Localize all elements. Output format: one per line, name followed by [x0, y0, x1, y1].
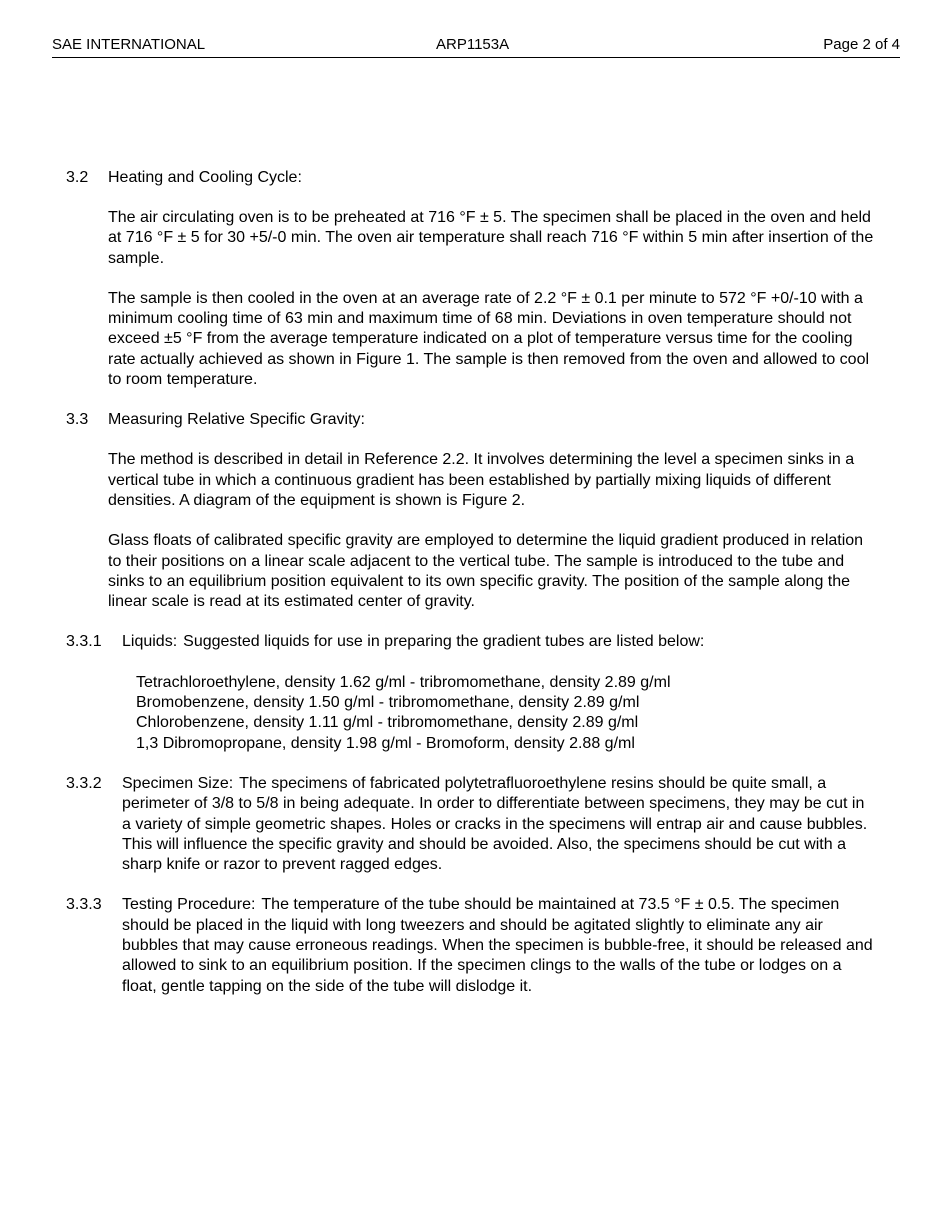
document-body: [66, 168, 876, 1017]
list-item: 1,3 Dibromopropane, density 1.98 g/ml - Bromoform, density 2.88 g/ml: [136, 734, 635, 752]
header-page-number: Page 2 of 4: [823, 36, 900, 53]
section-3-3-1-text: [122, 632, 874, 652]
section-3-2-paragraph-1: The air circulating oven is to be preheated at 716 °F ± 5. The specimen shall be placed in the oven and held at 716 °F ± 5 for 30 +5/-0 min. The oven air temperature shall reach 716 °F within 5 min after insertion of the sample.: [108, 209, 874, 267]
list-item: Chlorobenzene, density 1.11 g/ml - tribromomethane, density 2.89 g/ml: [136, 714, 639, 732]
section-3-2-heading: [66, 168, 876, 188]
section-text: Suggested liquids for use in preparing the gradient tubes are listed below:: [183, 633, 705, 651]
section-number: 3.3: [66, 411, 89, 429]
list-item: Bromobenzene, density 1.50 g/ml - tribromomethane, density 2.89 g/ml: [136, 694, 640, 712]
section-label: Specimen Size:: [122, 774, 234, 792]
section-title: Heating and Cooling Cycle:: [108, 169, 302, 186]
header-organization: SAE INTERNATIONAL: [52, 36, 206, 53]
section-title: Measuring Relative Specific Gravity:: [108, 411, 365, 429]
header-document-id: ARP1153A: [436, 36, 510, 53]
section-text: The specimens of fabricated polytetrafluoroethylene resins should be quite small, a perimeter of 3/8 to 5/8 in being adequate. In order to differentiate between specimens, they may be cut in a variety of simple geometric shapes. Holes or cracks in the specimens will entrap air and cause bubbles. This will influence the specific gravity and should be avoided. Also, the specimens should be cut with a sharp knife or razor to prevent ragged edges.: [122, 774, 868, 874]
section-number: 3.3.1: [66, 633, 102, 651]
section-3-3-3: [66, 895, 876, 996]
section-text: The temperature of the tube should be maintained at 73.5 °F ± 0.5. The specimen should be placed in the liquid with long tweezers and should be agitated slightly to eliminate any air bubbles that may cause erroneous readings. When the specimen is bubble-free, it should be released and allowed to sink to an equilibrium position. If the specimen clings to the walls of the tube or lodges on a float, gentle tapping on the side of the tube will dislodge it.: [122, 896, 873, 995]
section-label: Liquids:: [122, 633, 178, 651]
section-3-3-2: [66, 774, 876, 875]
section-3-3-1: [66, 632, 876, 652]
list-item: Tetrachloroethylene, density 1.62 g/ml - tribromomethane, density 2.89 g/ml: [136, 673, 671, 691]
section-number: 3.3.2: [66, 774, 102, 792]
section-3-3-3-text: [122, 895, 874, 996]
section-3-3-paragraph-2: Glass floats of calibrated specific gravity are employed to determine the liquid gradient produced in relation to their positions on a linear scale adjacent to the vertical tube. The sample is introduced to the tube and sinks to an equilibrium position equivalent to its own specific gravity. The position of the sample along the linear scale is read at its estimated center of gravity.: [108, 532, 864, 611]
section-number: 3.3.3: [66, 896, 102, 914]
section-3-3-heading: [66, 410, 876, 430]
section-3-3-paragraph-1: The method is described in detail in Reference 2.2. It involves determining the level a specimen sinks in a vertical tube in which a continuous gradient has been established by partially mixing liquids of different densities. A diagram of the equipment is shown is Figure 2.: [108, 451, 855, 509]
page-header: [52, 35, 900, 58]
section-number: 3.2: [66, 169, 89, 186]
section-3-2-paragraph-2: The sample is then cooled in the oven at an average rate of 2.2 °F ± 0.1 per minute to 572 °F +0/-10 with a minimum cooling time of 63 min and maximum time of 68 min. Deviations in oven temperature should not exceed ±5 °F from the average temperature indicated on a plot of temperature versus time for the cooling rate actually achieved as shown in Figure 1. The sample is then removed from the oven and allowed to cool to room temperature.: [108, 289, 870, 389]
section-3-3-2-text: [122, 774, 874, 875]
liquids-list: [136, 673, 876, 754]
section-label: Testing Procedure:: [122, 896, 256, 914]
